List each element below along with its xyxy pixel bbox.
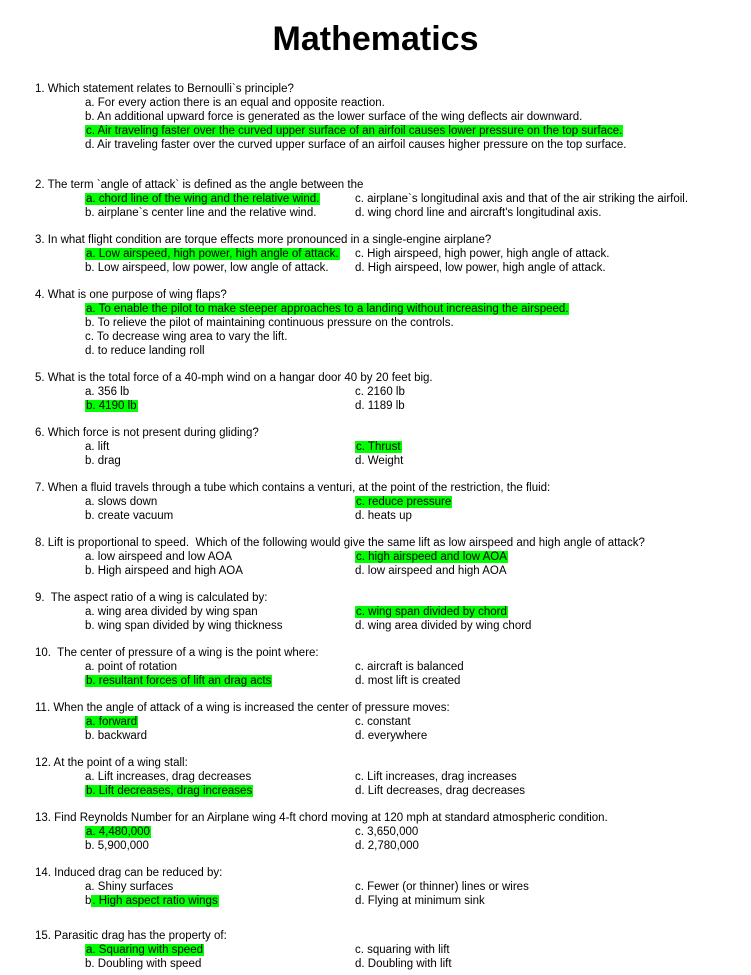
option-a bbox=[85, 247, 355, 261]
option-b bbox=[85, 839, 355, 853]
question-text: 10. The center of pressure of a wing is the point where: bbox=[35, 647, 319, 659]
option-text: c. Lift increases, drag increases bbox=[355, 771, 517, 783]
option-c bbox=[355, 770, 747, 784]
highlighted-answer: c. wing span divided by chord bbox=[356, 606, 507, 618]
question-text: 4. What is one purpose of wing flaps? bbox=[35, 289, 227, 301]
options-list bbox=[85, 192, 747, 220]
question-6 bbox=[35, 426, 747, 468]
option-d bbox=[355, 206, 747, 220]
question-text: 13. Find Reynolds Number for an Airplane wing 4-ft chord moving at 120 mph at standard atmospheric condition. bbox=[35, 812, 608, 824]
option-a bbox=[85, 825, 355, 839]
option-c bbox=[85, 330, 747, 344]
highlighted-answer: a. chord line of the wing and the relative wind. bbox=[86, 193, 320, 205]
question-1 bbox=[35, 82, 747, 152]
option-text: c. High airspeed, high power, high angle of attack. bbox=[355, 248, 610, 260]
option-text: a. lift bbox=[85, 441, 110, 453]
options-list bbox=[85, 247, 747, 275]
option-d bbox=[355, 729, 747, 743]
options-list bbox=[85, 605, 747, 633]
option-text: d. wing chord line and aircraft's longitudinal axis. bbox=[355, 207, 602, 219]
option-c bbox=[355, 825, 747, 839]
option-d bbox=[85, 344, 747, 358]
option-text: c. squaring with lift bbox=[355, 944, 450, 956]
option-d bbox=[355, 509, 747, 523]
question-text: 11. When the angle of attack of a wing is increased the center of pressure moves: bbox=[35, 702, 450, 714]
option-c bbox=[85, 124, 747, 138]
option-text: d. 2,780,000 bbox=[355, 840, 419, 852]
highlighted-answer: b. Lift decreases, drag increases bbox=[86, 785, 253, 797]
option-a bbox=[85, 880, 355, 894]
page-title: Mathematics bbox=[272, 20, 479, 58]
option-text: d. low airspeed and high AOA bbox=[355, 565, 507, 577]
option-a bbox=[85, 660, 355, 674]
question-12 bbox=[35, 756, 747, 798]
option-b bbox=[85, 674, 355, 688]
question-text: 5. What is the total force of a 40-mph wind on a hangar door 40 by 20 feet big. bbox=[35, 372, 433, 384]
option-text: b. High airspeed and high AOA bbox=[85, 565, 243, 577]
option-b bbox=[85, 316, 747, 330]
option-text: c. constant bbox=[355, 716, 411, 728]
question-4 bbox=[35, 288, 747, 358]
option-b bbox=[85, 619, 355, 633]
option-text: a. For every action there is an equal and opposite reaction. bbox=[85, 97, 385, 109]
options-list bbox=[85, 96, 747, 152]
option-d bbox=[355, 894, 747, 908]
option-text: a. slows down bbox=[85, 496, 158, 508]
option-a bbox=[85, 440, 355, 454]
options-list bbox=[85, 440, 747, 468]
options-list bbox=[85, 495, 747, 523]
questions-container bbox=[0, 82, 751, 971]
options-list bbox=[85, 943, 747, 971]
option-a bbox=[85, 715, 355, 729]
highlighted-answer: a. 4,480,000 bbox=[86, 826, 150, 838]
option-c bbox=[355, 385, 747, 399]
option-text: b. An additional upward force is generated as the lower surface of the wing deflects air downward. bbox=[85, 111, 583, 123]
option-text: a. wing area divided by wing span bbox=[85, 606, 258, 618]
option-c bbox=[355, 660, 747, 674]
highlighted-answer: b. resultant forces of lift an drag acts bbox=[86, 675, 272, 687]
option-a bbox=[85, 550, 355, 564]
question-text: 3. In what flight condition are torque effects more pronounced in a single-engine airplane? bbox=[35, 234, 492, 246]
option-text: b. 5,900,000 bbox=[85, 840, 149, 852]
question-8 bbox=[35, 536, 747, 578]
option-a bbox=[85, 302, 747, 316]
option-d bbox=[355, 839, 747, 853]
option-c bbox=[355, 440, 747, 454]
question-text: 6. Which force is not present during gliding? bbox=[35, 427, 259, 439]
options-list bbox=[85, 385, 747, 413]
options-list bbox=[85, 302, 747, 358]
option-c bbox=[355, 943, 747, 957]
option-text: a. low airspeed and low AOA bbox=[85, 551, 233, 563]
option-text: b. wing span divided by wing thickness bbox=[85, 620, 283, 632]
options-list bbox=[85, 550, 747, 578]
question-text: 7. When a fluid travels through a tube which contains a venturi, at the point of the restriction, the fluid: bbox=[35, 482, 551, 494]
option-b bbox=[85, 957, 355, 971]
option-c bbox=[355, 880, 747, 894]
option-c bbox=[355, 192, 747, 206]
option-d bbox=[355, 957, 747, 971]
option-text: d. wing area divided by wing chord bbox=[355, 620, 532, 632]
option-text: c. airplane`s longitudinal axis and that of the air striking the airfoil. bbox=[355, 193, 689, 205]
option-text: b. Low airspeed, low power, low angle of attack. bbox=[85, 262, 329, 274]
option-text: b bbox=[85, 895, 92, 907]
option-text: d. High airspeed, low power, high angle of attack. bbox=[355, 262, 606, 274]
question-13 bbox=[35, 811, 747, 853]
highlighted-answer: c. Air traveling faster over the curved upper surface of an airfoil causes lower pressure on the top surface. bbox=[86, 125, 623, 137]
option-d bbox=[355, 784, 747, 798]
option-text: d. Doubling with lift bbox=[355, 958, 452, 970]
option-a bbox=[85, 943, 355, 957]
option-a bbox=[85, 495, 355, 509]
option-text: c. 2160 lb bbox=[355, 386, 405, 398]
option-b bbox=[85, 509, 355, 523]
option-text: d. Air traveling faster over the curved upper surface of an airfoil causes higher pressure on the top surface. bbox=[85, 139, 627, 151]
highlighted-answer: c. high airspeed and low AOA bbox=[356, 551, 507, 563]
option-text: b. To relieve the pilot of maintaining continuous pressure on the controls. bbox=[85, 317, 454, 329]
option-text: d. everywhere bbox=[355, 730, 428, 742]
option-text: d. 1189 lb bbox=[355, 400, 405, 412]
option-c bbox=[355, 715, 747, 729]
option-text: b. drag bbox=[85, 455, 121, 467]
option-d bbox=[355, 619, 747, 633]
question-10 bbox=[35, 646, 747, 688]
option-b bbox=[85, 729, 355, 743]
option-text: b. airplane`s center line and the relative wind. bbox=[85, 207, 317, 219]
option-text: a. point of rotation bbox=[85, 661, 178, 673]
options-list bbox=[85, 770, 747, 798]
highlighted-answer: . High aspect ratio wings bbox=[92, 895, 218, 907]
option-text: b. create vacuum bbox=[85, 510, 174, 522]
question-text: 1. Which statement relates to Bernoulli`s principle? bbox=[35, 83, 294, 95]
option-d bbox=[355, 454, 747, 468]
options-list bbox=[85, 660, 747, 688]
option-d bbox=[355, 399, 747, 413]
options-list bbox=[85, 825, 747, 853]
option-text: a. Shiny surfaces bbox=[85, 881, 174, 893]
option-b bbox=[85, 206, 355, 220]
option-a bbox=[85, 605, 355, 619]
question-11 bbox=[35, 701, 747, 743]
highlighted-answer: a. forward bbox=[86, 716, 138, 728]
option-a bbox=[85, 96, 747, 110]
option-c bbox=[355, 247, 747, 261]
option-d bbox=[355, 674, 747, 688]
option-text: d. most lift is created bbox=[355, 675, 461, 687]
highlighted-answer: b. 4190 lb bbox=[86, 400, 137, 412]
option-text: b. Doubling with speed bbox=[85, 958, 202, 970]
option-text: c. To decrease wing area to vary the lift. bbox=[85, 331, 288, 343]
option-b bbox=[85, 110, 747, 124]
option-b bbox=[85, 894, 355, 908]
option-b bbox=[85, 784, 355, 798]
option-a bbox=[85, 385, 355, 399]
question-9 bbox=[35, 591, 747, 633]
option-text: d. Lift decreases, drag decreases bbox=[355, 785, 526, 797]
highlighted-answer: c. Thrust bbox=[356, 441, 401, 453]
highlighted-answer: a. Squaring with speed bbox=[86, 944, 203, 956]
option-text: c. Fewer (or thinner) lines or wires bbox=[355, 881, 529, 893]
question-text: 15. Parasitic drag has the property of: bbox=[35, 930, 227, 942]
option-a bbox=[85, 192, 355, 206]
question-2 bbox=[35, 178, 747, 220]
question-14 bbox=[35, 866, 747, 908]
option-b bbox=[85, 261, 355, 275]
highlighted-answer: a. Low airspeed, high power, high angle of attack. bbox=[86, 248, 339, 260]
option-text: a. Lift increases, drag decreases bbox=[85, 771, 252, 783]
option-b bbox=[85, 564, 355, 578]
question-7 bbox=[35, 481, 747, 523]
option-text: d. Flying at minimum sink bbox=[355, 895, 485, 907]
option-c bbox=[355, 605, 747, 619]
question-text: 2. The term `angle of attack` is defined as the angle between the bbox=[35, 179, 364, 191]
option-text: d. to reduce landing roll bbox=[85, 345, 205, 357]
question-text: 14. Induced drag can be reduced by: bbox=[35, 867, 223, 879]
option-c bbox=[355, 495, 747, 509]
option-text: c. aircraft is balanced bbox=[355, 661, 464, 673]
highlighted-answer: c. reduce pressure bbox=[356, 496, 452, 508]
option-text: c. 3,650,000 bbox=[355, 826, 419, 838]
question-text: 9. The aspect ratio of a wing is calculated by: bbox=[35, 592, 268, 604]
question-text: 8. Lift is proportional to speed. Which of the following would give the same lift as low airspeed and high angle of attack? bbox=[35, 537, 645, 549]
option-c bbox=[355, 550, 747, 564]
option-b bbox=[85, 399, 355, 413]
option-d bbox=[355, 564, 747, 578]
highlighted-answer: a. To enable the pilot to make steeper approaches to a landing without increasing the airspeed. bbox=[86, 303, 569, 315]
option-d bbox=[85, 138, 747, 152]
option-text: b. backward bbox=[85, 730, 148, 742]
question-text: 12. At the point of a wing stall: bbox=[35, 757, 188, 769]
option-text: a. 356 lb bbox=[85, 386, 130, 398]
option-b bbox=[85, 454, 355, 468]
question-15 bbox=[35, 929, 747, 971]
option-d bbox=[355, 261, 747, 275]
question-3 bbox=[35, 233, 747, 275]
question-5 bbox=[35, 371, 747, 413]
option-text: d. heats up bbox=[355, 510, 412, 522]
option-text: d. Weight bbox=[355, 455, 404, 467]
options-list bbox=[85, 715, 747, 743]
option-a bbox=[85, 770, 355, 784]
options-list bbox=[85, 880, 747, 908]
